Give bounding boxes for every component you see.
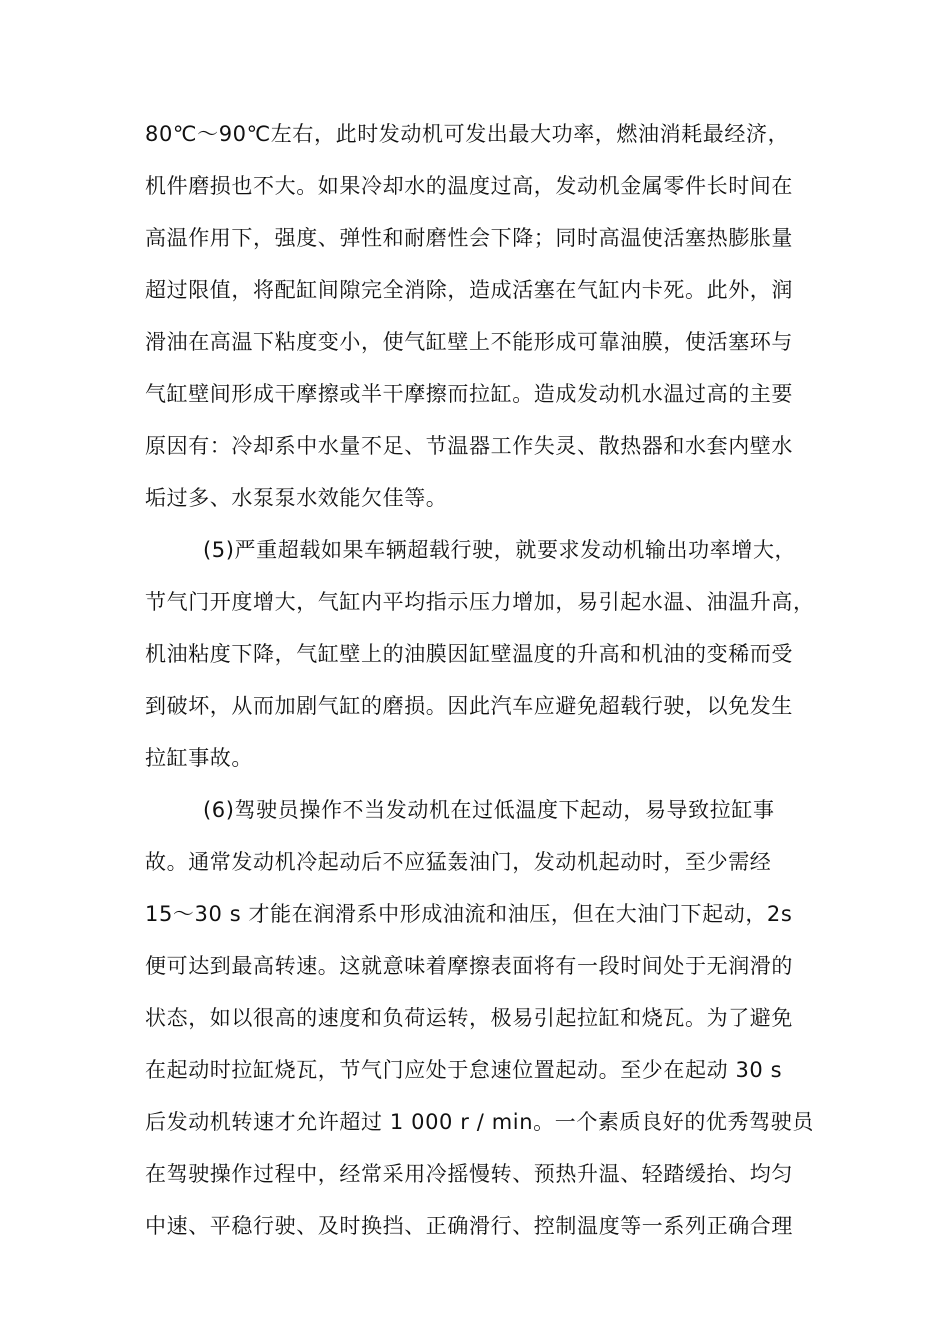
text-line-8: 垢过多、水泵泵水效能欠佳等。 [145,486,448,510]
text-line-18: 状态，如以很高的速度和负荷运转，极易引起拉缸和烧瓦。为了避免 [145,1006,793,1030]
paragraph-5-first-line: (5)严重超载如果车辆超载行驶，就要求发动机输出功率增大， [203,538,797,562]
text-line-7: 原因有：冷却系中水量不足、节温器工作失灵、散热器和水套内壁水 [145,434,793,458]
text-line-4: 超过限值，将配缸间隙完全消除，造成活塞在气缸内卡死。此外，润 [145,278,793,302]
text-line-3: 高温作用下，强度、弹性和耐磨性会下降；同时高温使活塞热膨胀量 [145,226,793,250]
text-line-21: 在驾驶操作过程中，经常采用冷摇慢转、预热升温、轻踏缓抬、均匀 [145,1162,793,1186]
text-line-19: 在起动时拉缸烧瓦，节气门应处于怠速位置起动。至少在起动 30 s [145,1058,783,1082]
text-line-11: 机油粘度下降，气缸壁上的油膜因缸壁温度的升高和机油的变稀而受 [145,642,793,666]
text-line-5: 滑油在高温下粘度变小，使气缸壁上不能形成可靠油膜，使活塞环与 [145,330,793,354]
text-line-1: 80℃～90℃左右，此时发动机可发出最大功率，燃油消耗最经济， [145,122,790,146]
text-line-17: 便可达到最高转速。这就意味着摩擦表面将有一段时间处于无润滑的 [145,954,793,978]
text-line-6: 气缸壁间形成干摩擦或半干摩擦而拉缸。造成发动机水温过高的主要 [145,382,793,406]
text-line-15: 故。通常发动机冷起动后不应猛轰油门，发动机起动时，至少需经 [145,850,772,874]
text-line-16: 15～30 s 才能在润滑系中形成油流和油压，但在大油门下起动，2s [145,902,793,926]
text-line-10: 节气门开度增大，气缸内平均指示压力增加，易引起水温、油温升高， [145,590,815,614]
paragraph-6-first-line: (6)驾驶员操作不当发动机在过低温度下起动，易导致拉缸事 [203,798,775,822]
text-line-13: 拉缸事故。 [145,746,253,770]
text-line-2: 机件磨损也不大。如果冷却水的温度过高，发动机金属零件长时间在 [145,174,793,198]
text-line-20: 后发动机转速才允许超过 1 000 r / min。一个素质良好的优秀驾驶员 [145,1110,814,1134]
text-line-22: 中速、平稳行驶、及时换挡、正确滑行、控制温度等一系列正确合理 [145,1214,793,1238]
text-line-12: 到破坏，从而加剧气缸的磨损。因此汽车应避免超载行驶，以免发生 [145,694,793,718]
